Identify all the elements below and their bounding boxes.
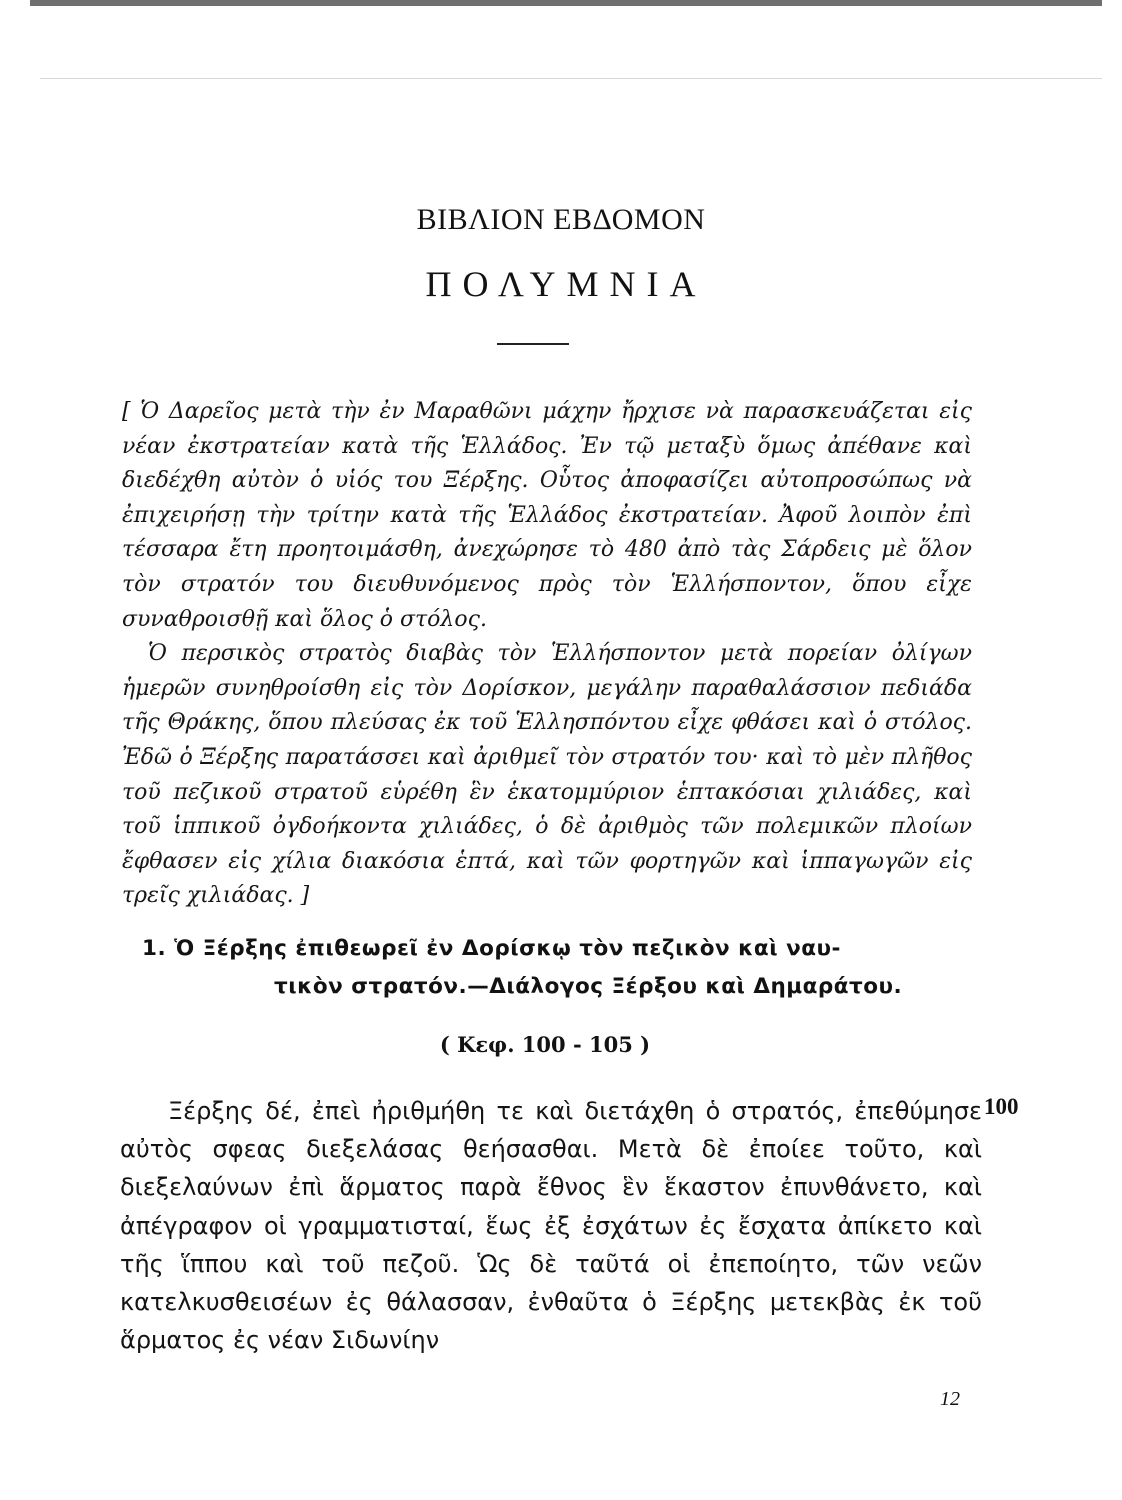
summary-paragraph: [ Ὁ Δαρεῖος μετὰ τὴν ἐν Μαραθῶνι μάχην ἤρχισε νὰ παρασκευάζεται εἰς νέαν ἐκστρατείαν κατὰ τῆς Ἑλλάδος. Ἐν τῷ μεταξὺ ὅμως ἀπέθανε καὶ διεδέχθη αὐτὸν ὁ υἱός του Ξέρξης. Οὗτος ἀποφασίζει αὐτοπροσώπως νὰ ἐπιχειρήσῃ τὴν τρίτην κατὰ τῆς Ἑλλάδος ἐκστρατείαν. Ἀφοῦ λοιπὸν ἐπὶ τέσσαρα ἔτη προητοιμάσθη, ἀνεχώρησε τὸ 480 ἀπὸ τὰς Σάρδεις μὲ ὅλον τὸν στρατόν του διευθυνόμενος πρὸς τὸν Ἑλλήσποντον, ὅπου εἶχε συναθροισθῇ καὶ ὅλος ὁ στόλος. bbox=[122, 399, 972, 632]
summary-block bbox=[122, 395, 972, 914]
bleed-through-header bbox=[930, 52, 1110, 74]
scan-edge-shadow bbox=[30, 0, 1102, 6]
section-heading-line-2: τικὸν στρατόν.—Διάλογος Ξέρξου καὶ Δημαράτου. bbox=[274, 974, 903, 999]
section-heading bbox=[130, 930, 970, 1006]
chapter-reference: ( Κεφ. 100 - 105 ) bbox=[439, 1032, 651, 1057]
page-number: 12 bbox=[940, 1388, 960, 1410]
book-label: ΒΙΒΛΙΟΝ ΕΒΔΟΜΟΝ bbox=[416, 203, 706, 236]
bleed-through-rule bbox=[40, 78, 1102, 79]
body-paragraph: Ξέρξης δέ, ἐπεὶ ἠριθμήθη τε καὶ διετάχθη ὁ στρατός, ἐπεθύμησε αὐτὸς σφεας διεξελάσας θεήσασθαι. Μετὰ δὲ ἐποίεε τοῦτο, καὶ διεξελαύνων ἐπὶ ἅρματος παρὰ ἔθνος ἓν ἕκαστον ἐπυνθάνετο, καὶ ἀπέγραφον οἱ γραμματισταί, ἕως ἐξ ἐσχάτων ἐς ἔσχατα ἀπίκετο καὶ τῆς ἵππου καὶ τοῦ πεζοῦ. Ὡς δὲ ταῦτά οἱ ἐπεποίητο, τῶν νεῶν κατελκυσθεισέων ἐς θάλασσαν, ἐνθαῦτα ὁ Ξέρξης μετεκβὰς ἐκ τοῦ ἅρματος ἐς νέαν Σιδωνίην bbox=[120, 1097, 982, 1355]
title-divider bbox=[497, 343, 569, 345]
margin-chapter-number: 100 bbox=[984, 1094, 1019, 1119]
section-heading-line-1: 1. Ὁ Ξέρξης ἐπιθεωρεῖ ἐν Δορίσκῳ τὸν πεζικὸν καὶ ναυ- bbox=[142, 936, 841, 961]
book-title: ΠΟΛΥΜΝΙΑ bbox=[425, 264, 707, 304]
body-text bbox=[120, 1092, 982, 1359]
summary-paragraph: Ὁ περσικὸς στρατὸς διαβὰς τὸν Ἑλλήσποντον μετὰ πορείαν ὀλίγων ἡμερῶν συνηθροίσθη εἰς τὸν Δορίσκον, μεγάλην παραθαλάσσιον πεδιάδα τῆς Θράκης, ὅπου πλεύσας ἐκ τοῦ Ἑλλησπόντου εἶχε φθάσει καὶ ὁ στόλος. Ἐδῶ ὁ Ξέρξης παρατάσσει καὶ ἀριθμεῖ τὸν στρατόν του· καὶ τὸ μὲν πλῆθος τοῦ πεζικοῦ στρατοῦ εὑρέθη ἓν ἑκατομμύριον ἑπτακόσιαι χιλιάδες, καὶ τοῦ ἱππικοῦ ὀγδοήκοντα χιλιάδες, ὁ δὲ ἀριθμὸς τῶν πολεμικῶν πλοίων ἔφθασεν εἰς χίλια διακόσια ἑπτά, καὶ τῶν φορτηγῶν καὶ ἱππαγωγῶν εἰς τρεῖς χιλιάδας. ] bbox=[122, 641, 972, 909]
